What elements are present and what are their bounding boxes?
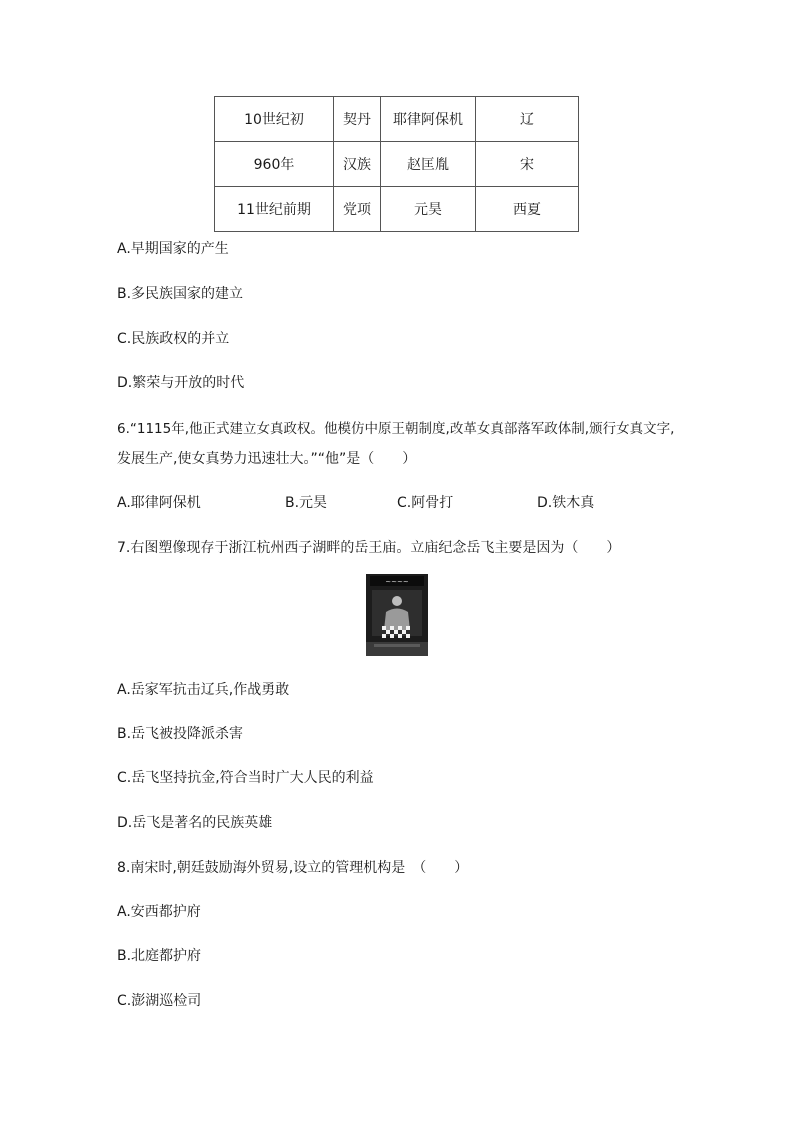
q6-stem-line-2: 发展生产,使女真势力迅速壮大。”“他”是（ ） <box>117 451 417 467</box>
q7-option-b: B.岳飞被投降派杀害 <box>117 726 244 742</box>
q6-option-d: D.铁木真 <box>537 495 595 511</box>
history-table <box>214 96 579 232</box>
q6-stem-line-1: 6.“1115年,他正式建立女真政权。他模仿中原王朝制度,改革女真部落军政体制,颁行女真文字, <box>117 421 675 437</box>
q8-option-c: C.澎湖巡检司 <box>117 993 202 1009</box>
table-cell: 11世纪前期 <box>215 187 334 232</box>
table-cell: 党项 <box>334 187 381 232</box>
q5-option-a: A.早期国家的产生 <box>117 241 229 257</box>
q8-option-a: A.安西都护府 <box>117 904 201 920</box>
q6-option-a: A.耶律阿保机 <box>117 495 201 511</box>
q5-option-c: C.民族政权的并立 <box>117 331 230 347</box>
q6-option-b: B.元昊 <box>285 495 328 511</box>
q7-stem: 7.右图塑像现存于浙江杭州西子湖畔的岳王庙。立庙纪念岳飞主要是因为（ ） <box>117 540 621 556</box>
table-cell: 960年 <box>215 142 334 187</box>
table-row <box>215 142 579 187</box>
q7-option-a: A.岳家军抗击辽兵,作战勇敢 <box>117 682 290 698</box>
q5-option-d: D.繁荣与开放的时代 <box>117 375 245 391</box>
table-cell: 10世纪初 <box>215 97 334 142</box>
q6-option-c: C.阿骨打 <box>397 495 454 511</box>
q8-option-b: B.北庭都护府 <box>117 948 202 964</box>
q7-option-c: C.岳飞坚持抗金,符合当时广大人民的利益 <box>117 770 374 786</box>
q7-option-d: D.岳飞是著名的民族英雄 <box>117 815 273 831</box>
table-cell: 赵匡胤 <box>381 142 476 187</box>
table-cell: 契丹 <box>334 97 381 142</box>
table-cell: 宋 <box>476 142 579 187</box>
svg-text:~~~~: ~~~~ <box>385 578 409 586</box>
yue-fei-statue-photo <box>366 574 428 656</box>
table-cell: 西夏 <box>476 187 579 232</box>
q5-option-b: B.多民族国家的建立 <box>117 286 244 302</box>
table-cell: 汉族 <box>334 142 381 187</box>
table-cell: 辽 <box>476 97 579 142</box>
table-row <box>215 187 579 232</box>
statue-image <box>366 574 428 656</box>
q8-stem: 8.南宋时,朝廷鼓励海外贸易,设立的管理机构是 （ ） <box>117 860 469 876</box>
table-cell: 耶律阿保机 <box>381 97 476 142</box>
table-row <box>215 97 579 142</box>
table-cell: 元昊 <box>381 187 476 232</box>
